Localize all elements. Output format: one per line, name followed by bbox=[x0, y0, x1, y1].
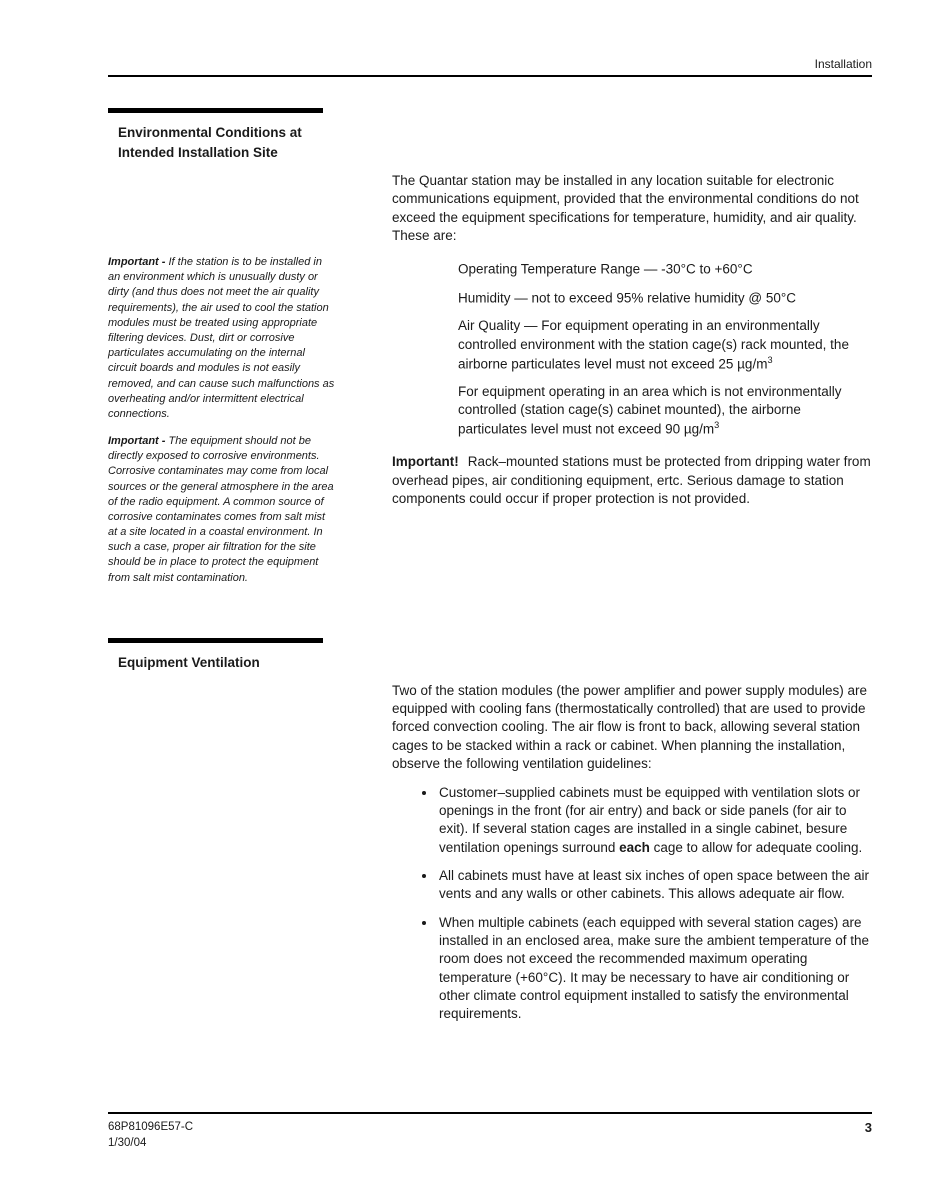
footer-row bbox=[108, 1114, 872, 1151]
header-rule bbox=[108, 75, 872, 77]
bullet-text: Customer–supplied cabinets must be equipped with ventilation slots or openings in the front (for air entry) and back or side panels (for air to exit). If several station cages are installed in a single cabinet, besure ventilation openings surround bbox=[439, 784, 860, 855]
note-lead: Important - bbox=[108, 256, 169, 269]
important-note-dust bbox=[108, 255, 336, 422]
bullet-text: When multiple cabinets (each equipped with several station cages) are installed in an enclosed area, make sure the ambient temperature of the room does not exceed the recommended maximum operating temperature (+60°C). It may be necessary to have air conditioning or other climate control equipment installed to satisfy the environmental requirements. bbox=[439, 914, 870, 1022]
section-heading-bar bbox=[108, 638, 323, 643]
heading-line-2: Intended Installation Site bbox=[118, 144, 278, 160]
note-body: The equipment should not be directly exposed to corrosive environments. Corrosive contaminates may come from local sources or the general atmosphere in the area of the radio equipment. A common source of corrosive contaminates comes from salt mist at a site located in a coastal environment. In such a case, proper air filtration for the site should be in place to protect the equipment from salt mist contamination. bbox=[108, 435, 334, 584]
footer-date: 1/30/04 bbox=[108, 1136, 147, 1149]
bullet-item-open-space bbox=[437, 867, 872, 904]
body-paragraph-intro: The Quantar station may be installed in any location suitable for electronic communications equipment, provided that the environmental conditions do not exceed the equipment specifications for temperature, humidity, and air quality. These are: bbox=[392, 173, 859, 244]
spec-superscript: 3 bbox=[714, 420, 720, 431]
spec-text: Humidity — not to exceed 95% relative humidity @ 50°C bbox=[458, 290, 797, 306]
important-lead: Important! bbox=[392, 454, 459, 470]
body-paragraph-ventilation-intro: Two of the station modules (the power amplifier and power supply modules) are equipped with cooling fans (thermostatically controlled) that are used to provide forced convection cooling. The air flow is front to back, allowing several station cages to be stacked within a rack or cabinet. When planning the installation, observe the following ventilation guidelines: bbox=[392, 682, 867, 772]
left-column bbox=[108, 638, 340, 673]
ventilation-bullet-list bbox=[437, 784, 872, 1024]
important-paragraph-rack-mounted bbox=[392, 453, 872, 508]
page-footer bbox=[108, 1112, 872, 1151]
spec-text: Air Quality — For equipment operating in an environmentally controlled environment with the station cage(s) rack mounted, the airborne particulates level must not exceed 25 µg/m bbox=[458, 318, 849, 372]
spec-item-temperature bbox=[458, 259, 872, 279]
bullet-bold-text: each bbox=[619, 839, 650, 855]
left-column bbox=[108, 108, 340, 586]
bullet-item-cabinet-slots bbox=[437, 784, 872, 857]
note-lead: Important - bbox=[108, 435, 169, 448]
spec-item-air-quality-rack bbox=[458, 317, 872, 374]
important-note-corrosive bbox=[108, 434, 336, 586]
bullet-text: cage to allow for adequate cooling. bbox=[649, 839, 863, 855]
footer-left-block bbox=[108, 1120, 193, 1151]
section-heading-ventilation: Equipment Ventilation bbox=[118, 654, 260, 670]
section-heading-bar bbox=[108, 108, 323, 113]
important-body: Rack–mounted stations must be protected from dripping water from overhead pipes, air conditioning equipment, ertc. Serious damage to station components could occur if proper protection is not provided. bbox=[392, 454, 871, 507]
note-body: If the station is to be installed in an environment which is unusually dusty or dirty (and thus does not meet the air quality requirements), the air used to cool the station modules must be treated using appropriate filtering devices. Dust, dirt or corrosive particulates accumulating on the internal circuit boards and modules is not easily removed, and can cause such malfunctions as overheating and/or intermittent electrical connections. bbox=[108, 256, 335, 420]
spec-item-air-quality-cabinet bbox=[458, 383, 872, 440]
spec-list bbox=[392, 259, 872, 439]
spec-superscript: 3 bbox=[767, 354, 773, 365]
header-label: Installation bbox=[814, 57, 872, 71]
page-content bbox=[108, 108, 872, 1034]
heading-line-1: Environmental Conditions at bbox=[118, 125, 302, 140]
footer-doc-number: 68P81096E57-C bbox=[108, 1121, 194, 1133]
section-environmental-conditions bbox=[108, 108, 872, 586]
bullet-item-multiple-cabinets bbox=[437, 914, 872, 1024]
spec-item-humidity bbox=[458, 288, 872, 308]
right-column bbox=[340, 108, 872, 508]
section-heading-environmental bbox=[108, 123, 340, 162]
section-equipment-ventilation bbox=[108, 638, 872, 1034]
spec-text: For equipment operating in an area which is not environmentally controlled (station cage(s) cabinet mounted), the airborne particulates level must not exceed 90 µg/m bbox=[458, 383, 842, 437]
spec-text: Operating Temperature Range — -30°C to +60°C bbox=[458, 261, 753, 277]
page-header bbox=[108, 0, 872, 77]
bullet-text: All cabinets must have at least six inches of open space between the air vents and any walls or other cabinets. This allows adequate air flow. bbox=[439, 867, 869, 902]
right-column bbox=[340, 638, 872, 1034]
footer-page-number: 3 bbox=[864, 1120, 872, 1135]
